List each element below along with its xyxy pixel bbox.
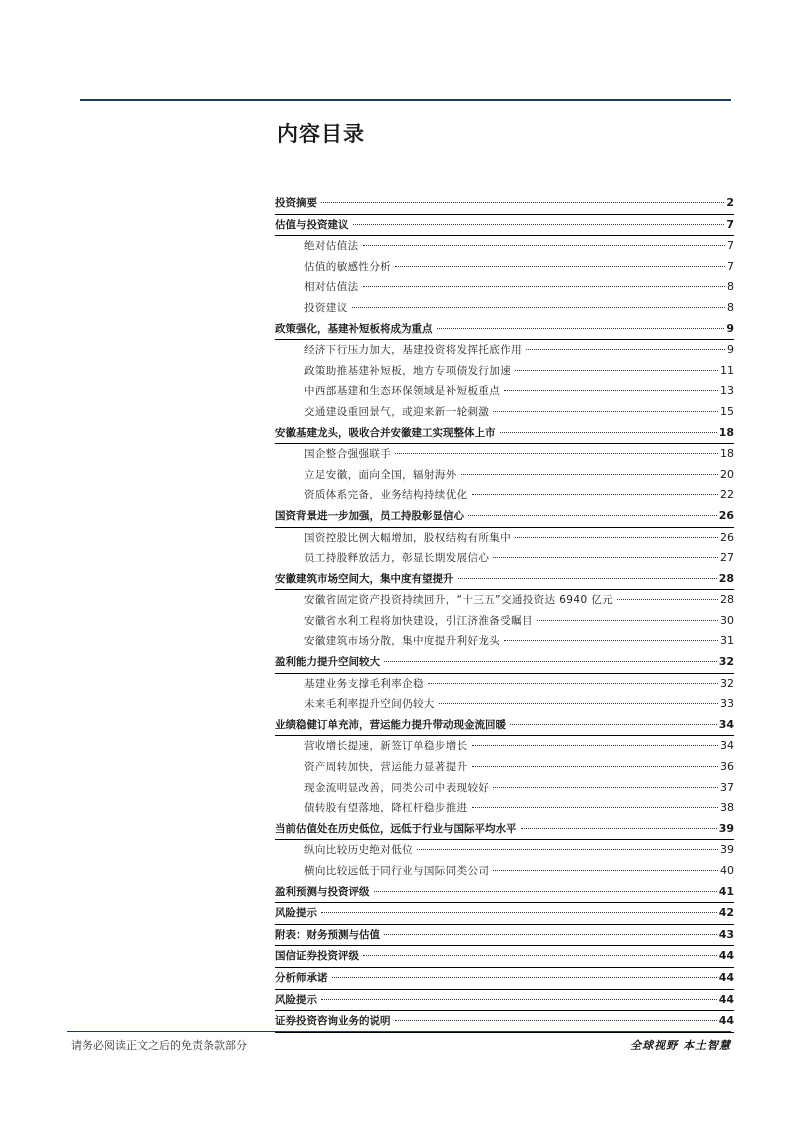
toc-dot-leader — [510, 723, 717, 725]
toc-subsection-entry[interactable] — [275, 590, 734, 611]
toc-dot-leader — [395, 452, 718, 454]
toc-subsection-entry[interactable] — [275, 402, 734, 423]
header-rule — [80, 99, 731, 101]
toc-dot-leader — [468, 514, 717, 516]
toc-dot-leader — [493, 869, 718, 871]
toc-entry-page-number: 43 — [718, 927, 734, 941]
toc-dot-leader — [504, 389, 718, 391]
toc-entry-page-number: 7 — [726, 217, 734, 231]
toc-section-entry[interactable] — [275, 1011, 734, 1033]
toc-section-entry[interactable] — [275, 925, 734, 947]
toc-dot-leader — [515, 369, 718, 371]
toc-entry-label: 附表：财务预测与估值 — [275, 928, 380, 941]
toc-subsection-entry[interactable] — [275, 631, 734, 652]
toc-entry-page-number: 8 — [727, 300, 734, 314]
toc-entry-page-number: 26 — [720, 530, 734, 544]
table-of-contents — [275, 193, 734, 1033]
toc-entry-page-number: 34 — [718, 717, 734, 731]
toc-subsection-entry[interactable] — [275, 674, 734, 695]
toc-subsection-entry[interactable] — [275, 277, 734, 298]
toc-entry-page-number: 38 — [720, 801, 734, 815]
toc-dot-leader — [352, 306, 725, 308]
toc-entry-label: 估值与投资建议 — [275, 218, 349, 231]
toc-entry-label: 安徽建筑市场空间大，集中度有望提升 — [275, 572, 454, 585]
toc-dot-leader — [363, 954, 717, 956]
toc-entry-label: 政策助推基建补短板，地方专项债发行加速 — [304, 364, 512, 377]
toc-entry-label: 估值的敏感性分析 — [304, 260, 392, 273]
toc-dot-leader — [493, 556, 718, 558]
toc-entry-page-number: 44 — [718, 992, 734, 1006]
toc-entry-page-number: 15 — [720, 404, 734, 418]
toc-entry-page-number: 31 — [720, 634, 734, 648]
toc-dot-leader — [428, 682, 718, 684]
toc-entry-label: 当前估值处在历史低位，远低于行业与国际平均水平 — [275, 822, 517, 835]
toc-entry-page-number: 32 — [720, 676, 734, 690]
toc-dot-leader — [321, 998, 717, 1000]
toc-entry-label: 资质体系完备，业务结构持续优化 — [304, 489, 468, 502]
toc-dot-leader — [458, 577, 717, 579]
toc-entry-label: 安徽省固定资产投资持续回升，“十三五”交通投资达 6940 亿元 — [304, 594, 614, 607]
toc-subsection-entry[interactable] — [275, 757, 734, 778]
toc-dot-leader — [617, 598, 718, 600]
toc-entry-label: 相对估值法 — [304, 281, 359, 294]
toc-entry-label: 分析师承诺 — [275, 971, 328, 984]
toc-dot-leader — [472, 765, 719, 767]
toc-dot-leader — [332, 976, 717, 978]
toc-entry-label: 风险提示 — [275, 907, 317, 920]
toc-entry-label: 国资背景进一步加强，员工持股彰显信心 — [275, 509, 464, 522]
toc-entry-label: 盈利能力提升空间较大 — [275, 656, 380, 669]
toc-entry-page-number: 42 — [718, 906, 734, 920]
toc-subsection-entry[interactable] — [275, 840, 734, 861]
toc-dot-leader — [417, 848, 718, 850]
toc-entry-label: 国信证券投资评级 — [275, 950, 359, 963]
toc-entry-label: 未来毛利率提升空间仍较大 — [304, 698, 435, 711]
toc-entry-label: 投资建议 — [304, 301, 348, 314]
toc-subsection-entry[interactable] — [275, 361, 734, 382]
toc-section-entry[interactable] — [275, 990, 734, 1012]
toc-dot-leader — [537, 619, 718, 621]
toc-section-entry[interactable] — [275, 652, 734, 674]
toc-entry-page-number: 18 — [720, 447, 734, 461]
toc-dot-leader — [437, 327, 725, 329]
toc-subsection-entry[interactable] — [275, 340, 734, 361]
toc-section-entry[interactable] — [275, 968, 734, 990]
toc-entry-label: 国资控股比例大幅增加，股权结构有所集中 — [304, 531, 512, 544]
toc-subsection-entry[interactable] — [275, 381, 734, 402]
toc-dot-leader — [472, 744, 719, 746]
toc-entry-page-number: 11 — [720, 363, 734, 377]
toc-subsection-entry[interactable] — [275, 465, 734, 486]
toc-entry-page-number: 39 — [720, 843, 734, 857]
toc-title: 内容目录 — [277, 122, 365, 146]
toc-entry-page-number: 37 — [720, 780, 734, 794]
toc-entry-label: 现金流明显改善，同类公司中表现较好 — [304, 781, 490, 794]
toc-dot-leader — [493, 410, 718, 412]
toc-dot-leader — [363, 285, 726, 287]
toc-subsection-entry[interactable] — [275, 694, 734, 715]
toc-entry-page-number: 41 — [718, 884, 734, 898]
toc-entry-label: 投资摘要 — [275, 197, 317, 209]
toc-section-entry[interactable] — [275, 319, 734, 341]
toc-entry-page-number: 7 — [727, 259, 734, 273]
toc-dot-leader — [321, 911, 717, 913]
toc-dot-leader — [395, 1019, 717, 1021]
toc-entry-page-number: 8 — [727, 280, 734, 294]
toc-subsection-entry[interactable] — [275, 611, 734, 632]
toc-dot-leader — [472, 493, 719, 495]
toc-dot-leader — [321, 201, 724, 203]
toc-dot-leader — [472, 806, 719, 808]
toc-entry-page-number: 9 — [726, 321, 734, 335]
toc-subsection-entry[interactable] — [275, 798, 734, 819]
toc-dot-leader — [504, 639, 718, 641]
toc-entry-page-number: 33 — [720, 697, 734, 711]
toc-section-entry[interactable] — [275, 569, 734, 591]
footer-rule — [67, 1031, 731, 1032]
toc-section-entry[interactable] — [275, 193, 734, 215]
toc-subsection-entry[interactable] — [275, 736, 734, 757]
toc-section-entry[interactable] — [275, 715, 734, 737]
toc-section-entry[interactable] — [275, 946, 734, 968]
toc-section-entry[interactable] — [275, 215, 734, 237]
toc-entry-page-number: 20 — [720, 467, 734, 481]
toc-subsection-entry[interactable] — [275, 444, 734, 465]
toc-entry-page-number: 36 — [720, 760, 734, 774]
footer-slogan: 全球视野 本土智慧 — [630, 1039, 731, 1052]
toc-entry-label: 盈利预测与投资评级 — [275, 885, 370, 898]
toc-entry-label: 交通建设重回景气，或迎来新一轮刺激 — [304, 405, 490, 418]
toc-entry-page-number: 39 — [718, 821, 734, 835]
toc-section-entry[interactable] — [275, 506, 734, 528]
toc-entry-label: 风险提示 — [275, 993, 317, 1006]
toc-dot-leader — [374, 890, 717, 892]
toc-entry-label: 债转股有望落地，降杠杆稳步推进 — [304, 802, 468, 815]
toc-subsection-entry[interactable] — [275, 528, 734, 549]
toc-entry-label: 业绩稳健订单充沛，营运能力提升带动现金流回暖 — [275, 718, 506, 731]
toc-dot-leader — [353, 223, 725, 225]
toc-entry-page-number: 44 — [718, 1014, 734, 1028]
toc-entry-page-number: 34 — [720, 739, 734, 753]
toc-entry-label: 横向比较远低于同行业与国际同类公司 — [304, 865, 490, 877]
toc-dot-leader — [395, 265, 725, 267]
toc-entry-page-number: 28 — [720, 593, 734, 607]
toc-entry-label: 基建业务支撑毛利率企稳 — [304, 677, 424, 690]
toc-entry-label: 纵向比较历史绝对低位 — [304, 844, 413, 857]
toc-entry-label: 政策强化，基建补短板将成为重点 — [275, 322, 433, 335]
toc-subsection-entry[interactable] — [275, 485, 734, 506]
toc-subsection-entry[interactable] — [275, 778, 734, 799]
toc-entry-page-number: 32 — [718, 655, 734, 669]
toc-entry-page-number: 9 — [727, 343, 734, 357]
toc-entry-label: 安徽建筑市场分散，集中度提升利好龙头 — [304, 635, 501, 648]
footer-disclaimer: 请务必阅读正文之后的免责条款部分 — [71, 1039, 247, 1052]
toc-dot-leader — [461, 473, 718, 475]
toc-dot-leader — [384, 933, 717, 935]
toc-entry-page-number: 44 — [718, 949, 734, 963]
toc-entry-page-number: 44 — [718, 970, 734, 984]
toc-entry-page-number: 28 — [718, 571, 734, 585]
toc-entry-label: 资产周转加快，营运能力显著提升 — [304, 761, 468, 774]
toc-section-entry[interactable] — [275, 882, 734, 904]
toc-dot-leader — [384, 660, 717, 662]
toc-subsection-entry[interactable] — [275, 861, 734, 882]
toc-entry-page-number: 2 — [726, 196, 734, 209]
toc-entry-page-number: 18 — [718, 425, 734, 439]
toc-dot-leader — [526, 348, 725, 350]
toc-entry-label: 营收增长提速，新签订单稳步增长 — [304, 740, 468, 753]
toc-dot-leader — [363, 244, 726, 246]
toc-subsection-entry[interactable] — [275, 548, 734, 569]
toc-entry-label: 安徽基建龙头，吸收合并安徽建工实现整体上市 — [275, 426, 496, 439]
toc-entry-label: 立足安徽，面向全国，辐射海外 — [304, 468, 457, 481]
toc-entry-label: 安徽省水利工程将加快建设，引江济淮备受瞩目 — [304, 614, 533, 627]
toc-entry-label: 绝对估值法 — [304, 240, 359, 253]
toc-entry-label: 中西部基建和生态环保领域是补短板重点 — [304, 385, 501, 398]
toc-section-entry[interactable] — [275, 903, 734, 925]
toc-subsection-entry[interactable] — [275, 298, 734, 319]
toc-subsection-entry[interactable] — [275, 257, 734, 278]
toc-entry-page-number: 13 — [720, 384, 734, 398]
toc-subsection-entry[interactable] — [275, 236, 734, 257]
toc-entry-label: 证券投资咨询业务的说明 — [275, 1015, 391, 1028]
toc-entry-page-number: 26 — [718, 508, 734, 522]
toc-entry-label: 员工持股释放活力，彰显长期发展信心 — [304, 552, 490, 565]
toc-entry-page-number: 22 — [720, 488, 734, 502]
toc-entry-page-number: 30 — [720, 613, 734, 627]
toc-section-entry[interactable] — [275, 423, 734, 445]
toc-entry-page-number: 7 — [727, 239, 734, 253]
toc-dot-leader — [521, 827, 717, 829]
toc-dot-leader — [493, 786, 718, 788]
toc-dot-leader — [500, 431, 717, 433]
toc-section-entry[interactable] — [275, 819, 734, 841]
toc-entry-label: 国企整合强强联手 — [304, 448, 392, 461]
toc-entry-page-number: 27 — [720, 551, 734, 565]
toc-entry-page-number: 40 — [720, 864, 734, 877]
toc-dot-leader — [515, 536, 718, 538]
toc-entry-label: 经济下行压力加大，基建投资将发挥托底作用 — [304, 344, 522, 357]
toc-dot-leader — [439, 702, 718, 704]
